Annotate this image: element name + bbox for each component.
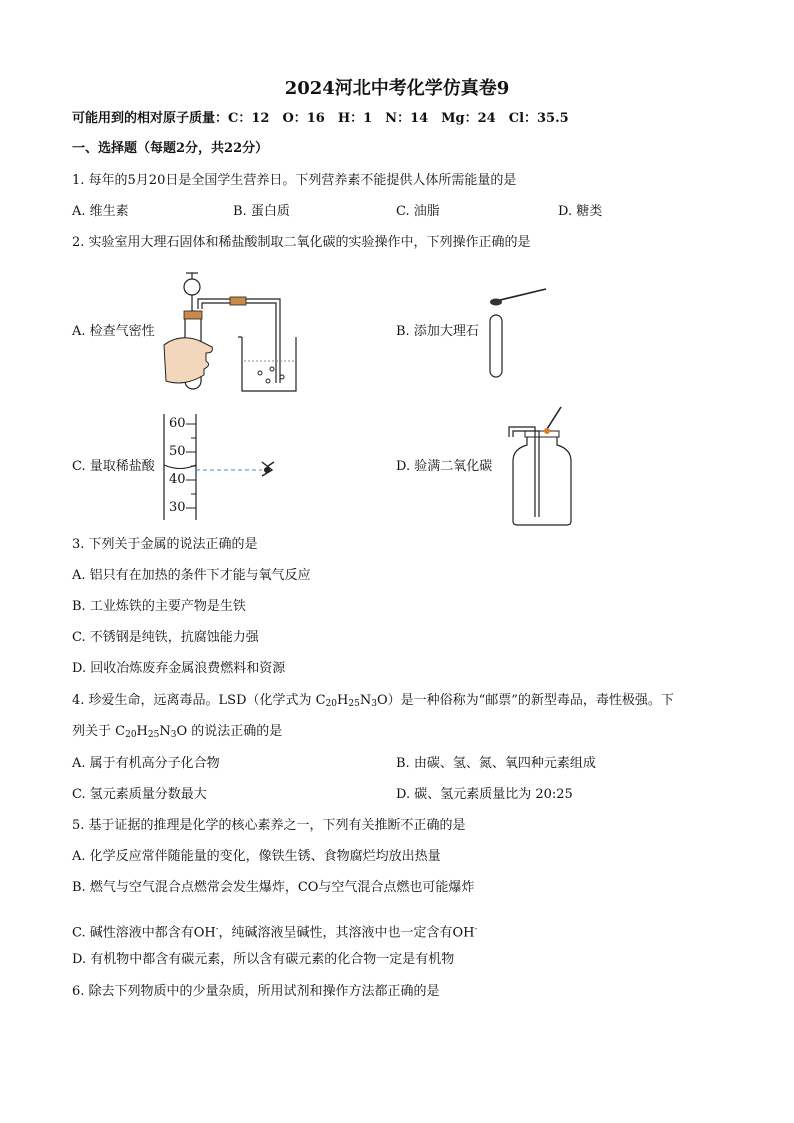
q4-option-c: C. 氢元素质量分数最大 xyxy=(72,787,207,802)
airtightness-figure xyxy=(160,265,310,400)
question-1-stem: 1. 每年的5月20日是全国学生营养日。下列营养素不能提供人体所需能量的是 xyxy=(72,173,517,188)
q3-option-c: C. 不锈钢是纯铁，抗腐蚀能力强 xyxy=(72,630,259,645)
q1-option-c: C. 油脂 xyxy=(396,204,440,219)
section-heading: 一、选择题（每题2分，共22分） xyxy=(72,141,269,156)
q3-option-b: B. 工业炼铁的主要产物是生铁 xyxy=(72,599,246,614)
q5-option-a: A. 化学反应常伴随能量的变化，像铁生锈、食物腐烂均放出热量 xyxy=(72,849,441,864)
cylinder-mark-30: 30 xyxy=(169,500,186,515)
cylinder-mark-40: 40 xyxy=(169,472,186,487)
q2-option-a: A. 检查气密性 xyxy=(72,324,155,339)
question-6-stem: 6. 除去下列物质中的少量杂质，所用试剂和操作方法都正确的是 xyxy=(72,984,440,999)
cylinder-mark-50: 50 xyxy=(169,444,186,459)
q1-option-b: B. 蛋白质 xyxy=(233,204,290,219)
add-marble-figure xyxy=(480,283,555,383)
q4-option-d: D. 碳、氢元素质量比为 20:25 xyxy=(396,787,573,802)
q3-option-a: A. 铝只有在加热的条件下才能与氧气反应 xyxy=(72,568,311,583)
q2-option-d: D. 验满二氧化碳 xyxy=(396,459,493,474)
question-5-stem: 5. 基于证据的推理是化学的核心素养之一，下列有关推断不正确的是 xyxy=(72,818,466,833)
q1-option-a: A. 维生素 xyxy=(72,204,129,219)
page-title: 2024河北中考化学仿真卷9 xyxy=(284,78,510,99)
q5-option-b: B. 燃气与空气混合点燃常会发生爆炸，CO与空气混合点燃也可能爆炸 xyxy=(72,880,475,895)
question-3-stem: 3. 下列关于金属的说法正确的是 xyxy=(72,537,258,552)
cylinder-mark-60: 60 xyxy=(169,416,186,431)
atomic-masses: 可能用到的相对原子质量：C：12 O：16 H：1 N：14 Mg：24 Cl：35.5 xyxy=(72,111,569,126)
question-4-stem: 4. 珍爱生命，远离毒品。LSD（化学式为 $C_{20}H_{25}N_3O$）是一种俗称为“邮票”的新型毒品，毒性极强。下 xyxy=(72,693,674,709)
q2-option-c: C. 量取稀盐酸 xyxy=(72,459,155,474)
q2-option-b: B. 添加大理石 xyxy=(396,324,479,339)
q5-option-d: D. 有机物中都含有碳元素，所以含有碳元素的化合物一定是有机物 xyxy=(72,952,455,967)
gas-bottle-figure xyxy=(505,405,580,530)
q4-option-b: B. 由碳、氢、氮、氧四种元素组成 xyxy=(396,756,596,771)
question-4-stem-line2: 列关于 $C_{20}H_{25}N_3O$ 的说法正确的是 xyxy=(72,724,283,740)
q1-option-d: D. 糖类 xyxy=(558,204,603,219)
question-2-stem: 2. 实验室用大理石固体和稀盐酸制取二氧化碳的实验操作中，下列操作正确的是 xyxy=(72,235,531,250)
q3-option-d: D. 回收冶炼废弃金属浪费燃料和资源 xyxy=(72,661,286,676)
q5-option-c: C. 碱性溶液中都含有OH-，纯碱溶液呈碱性，其溶液中也一定含有OH- xyxy=(72,924,478,941)
q4-option-a: A. 属于有机高分子化合物 xyxy=(72,756,220,771)
